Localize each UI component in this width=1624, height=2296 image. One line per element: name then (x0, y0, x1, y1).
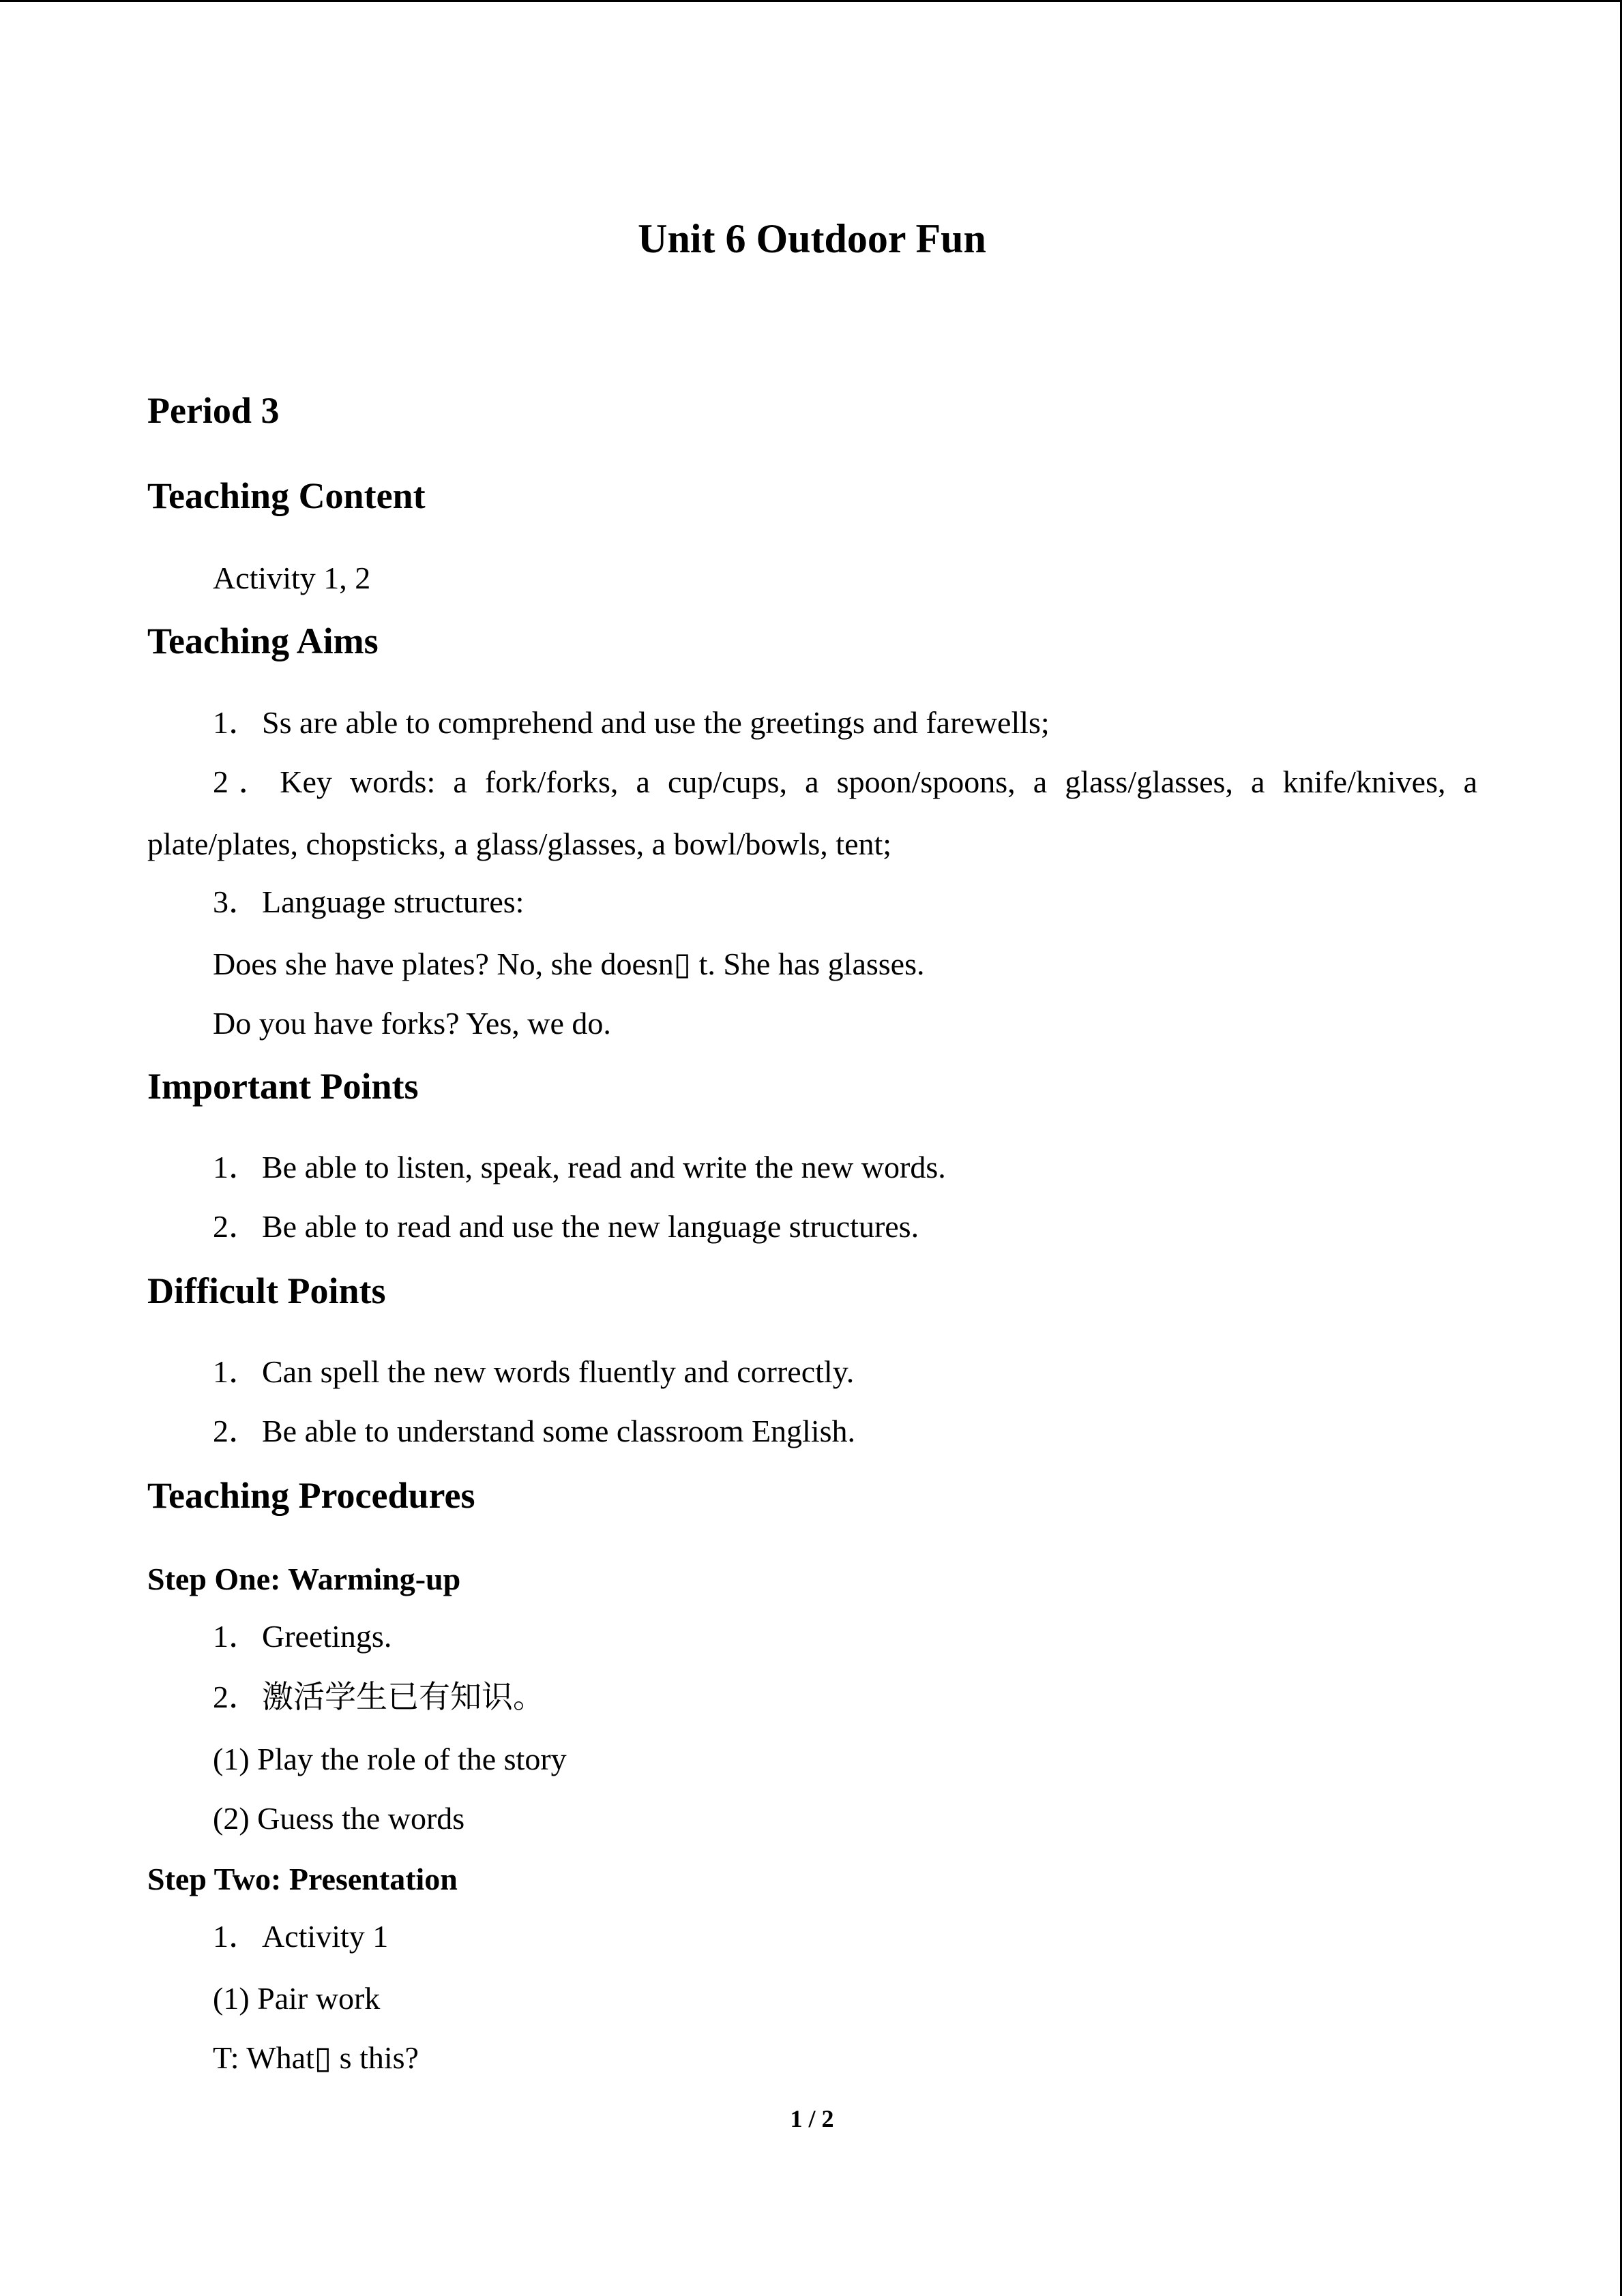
step-one-item-2 (213, 1677, 544, 1718)
step-two-dialog-1: T: What▯ s this? (213, 2040, 419, 2075)
step-one-sub-2: (2) Guess the words (213, 1801, 465, 1836)
aims-item-3-text: Language structures: (262, 884, 525, 919)
difficult-item-1 (213, 1352, 854, 1392)
step-one-heading: Step One: Warming-up (147, 1562, 461, 1596)
aims-item-2-text: Key words: a fork/forks, a cup/cups, a spoon/spoons, a glass/glasses, a knife/knives, a (280, 764, 1478, 799)
important-item-2 (213, 1206, 919, 1247)
document-title: Unit 6 Outdoor Fun (638, 216, 986, 261)
page-number: 1 / 2 (790, 2105, 834, 2132)
important-item-2-number: 2． (213, 1209, 260, 1244)
important-points-heading: Important Points (147, 1066, 419, 1107)
aims-item-1 (213, 702, 1050, 743)
step-two-item-1-text: Activity 1 (262, 1919, 389, 1954)
aims-item-2 (213, 762, 1477, 803)
step-one-item-1-number: 1． (213, 1619, 260, 1654)
teaching-content-heading: Teaching Content (147, 475, 426, 516)
important-item-1 (213, 1147, 946, 1188)
aims-item-3 (213, 882, 524, 923)
step-one-item-2-number: 2． (213, 1680, 260, 1714)
difficult-points-heading: Difficult Points (147, 1270, 386, 1311)
important-item-1-text: Be able to listen, speak, read and write the new words. (262, 1150, 946, 1184)
step-one-item-1 (213, 1616, 392, 1657)
difficult-item-1-text: Can spell the new words fluently and correctly. (262, 1354, 855, 1389)
difficult-item-2-number: 2． (213, 1414, 260, 1448)
example-sentence-2: Do you have forks? Yes, we do. (213, 1006, 611, 1041)
aims-item-3-number: 3． (213, 884, 260, 919)
teaching-procedures-heading: Teaching Procedures (147, 1475, 475, 1516)
period-heading: Period 3 (147, 390, 280, 431)
aims-item-1-text: Ss are able to comprehend and use the greetings and farewells; (262, 705, 1050, 740)
difficult-item-1-number: 1． (213, 1354, 260, 1389)
step-one-item-2-text: 激活学生已有知识。 (262, 1680, 544, 1714)
aims-item-1-number: 1． (213, 705, 260, 740)
step-two-heading: Step Two: Presentation (147, 1862, 458, 1896)
important-item-1-number: 1． (213, 1150, 260, 1184)
important-item-2-text: Be able to read and use the new language structures. (262, 1209, 919, 1244)
step-one-item-1-text: Greetings. (262, 1619, 392, 1654)
step-two-sub-1: (1) Pair work (213, 1981, 381, 2016)
example-sentence-1: Does she have plates? No, she doesn▯ t. She has glasses. (213, 946, 925, 981)
difficult-item-2 (213, 1411, 855, 1452)
teaching-content-text: Activity 1, 2 (213, 561, 371, 595)
step-two-item-1-number: 1． (213, 1919, 260, 1954)
aims-item-2-number: 2． (213, 764, 280, 799)
step-one-sub-1: (1) Play the role of the story (213, 1742, 567, 1776)
aims-item-2-continuation: plate/plates, chopsticks, a glass/glasses, a bowl/bowls, tent; (147, 826, 892, 861)
difficult-item-2-text: Be able to understand some classroom English. (262, 1414, 856, 1448)
step-two-item-1 (213, 1916, 388, 1957)
teaching-aims-heading: Teaching Aims (147, 621, 379, 661)
